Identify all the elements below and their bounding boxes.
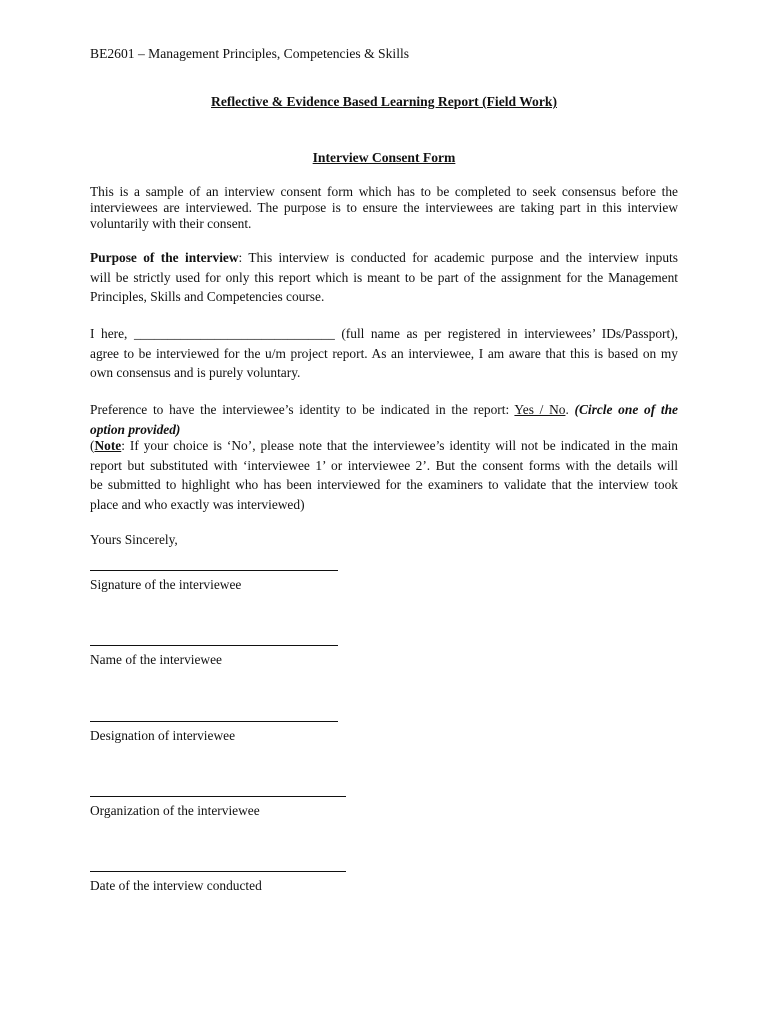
- note-text: : If your choice is ‘No’, please note that the interviewee’s identity will not be indicated in the main: [121, 438, 678, 453]
- consent-line: own consensus and is purely voluntary.: [90, 365, 301, 381]
- consent-line: agree to be interviewed for the u/m project report. As an interviewee, I am aware that this is based on my: [90, 345, 678, 361]
- note-paragraph: [90, 436, 678, 514]
- date-field-label: Date of the interview conducted: [90, 878, 262, 893]
- form-title: Interview Consent Form: [312, 150, 456, 165]
- consent-intro: I here,: [90, 326, 134, 341]
- closing-salutation: Yours Sincerely,: [90, 532, 178, 547]
- purpose-line: will be strictly used for only this report which is meant to be part of the assignment for the Management: [90, 269, 678, 285]
- purpose-line: Principles, Skills and Competencies course.: [90, 289, 325, 305]
- date-blank-line[interactable]: [90, 871, 346, 872]
- note-line: place and who exactly was interviewed): [90, 496, 305, 512]
- course-header: BE2601 – Management Principles, Competencies & Skills: [90, 46, 410, 61]
- preference-line: [90, 400, 678, 420]
- preference-instruction: (Circle one of the: [574, 402, 678, 417]
- name-blank-line[interactable]: [90, 645, 338, 646]
- date-field: [90, 871, 346, 894]
- purpose-text: : This interview is conducted for academic purpose and the interview inputs: [238, 250, 678, 265]
- intro-line: voluntarily with their consent.: [90, 216, 252, 231]
- consent-paragraph: [90, 324, 678, 383]
- purpose-paragraph: [90, 248, 678, 307]
- organization-blank-line[interactable]: [90, 796, 346, 797]
- consent-text: (full name as per registered in interviewees’ IDs/Passport),: [334, 326, 678, 341]
- designation-blank-line[interactable]: [90, 721, 338, 722]
- intro-paragraph: [90, 184, 678, 232]
- full-name-blank[interactable]: ______________________________: [133, 326, 335, 341]
- purpose-line: [90, 248, 678, 268]
- preference-instruction: option provided): [90, 421, 181, 437]
- note-label: Note: [94, 438, 122, 453]
- consent-line: [90, 324, 678, 344]
- yes-no-choice[interactable]: Yes / No: [514, 402, 566, 417]
- organization-field: [90, 796, 346, 819]
- preference-paragraph: [90, 400, 678, 439]
- designation-field-label: Designation of interviewee: [90, 728, 236, 743]
- intro-line: This is a sample of an interview consent form which has to be completed to seek consensus before the: [90, 184, 678, 199]
- name-field: [90, 645, 338, 668]
- preference-text: Preference to have the interviewee’s identity to be indicated in the report:: [90, 402, 515, 417]
- note-line: be submitted to highlight who has been interviewed for the examiners to validate that the interview took: [90, 477, 678, 493]
- intro-line: interviewees are interviewed. The purpose is to ensure the interviewees are taking part in this interview: [90, 200, 678, 215]
- designation-field: [90, 721, 338, 744]
- report-title: Reflective & Evidence Based Learning Report (Field Work): [211, 94, 557, 109]
- organization-field-label: Organization of the interviewee: [90, 803, 260, 818]
- preference-period: .: [565, 402, 575, 417]
- note-line: [90, 436, 678, 456]
- name-field-label: Name of the interviewee: [90, 652, 222, 667]
- purpose-label: Purpose of the interview: [90, 250, 239, 265]
- note-line: report but substituted with ‘interviewee 1’ or interviewee 2’. But the consent forms with the details will: [90, 457, 678, 473]
- signature-field: [90, 570, 338, 593]
- note-open-paren: (: [90, 438, 95, 453]
- signature-blank-line[interactable]: [90, 570, 338, 571]
- signature-field-label: Signature of the interviewee: [90, 577, 242, 592]
